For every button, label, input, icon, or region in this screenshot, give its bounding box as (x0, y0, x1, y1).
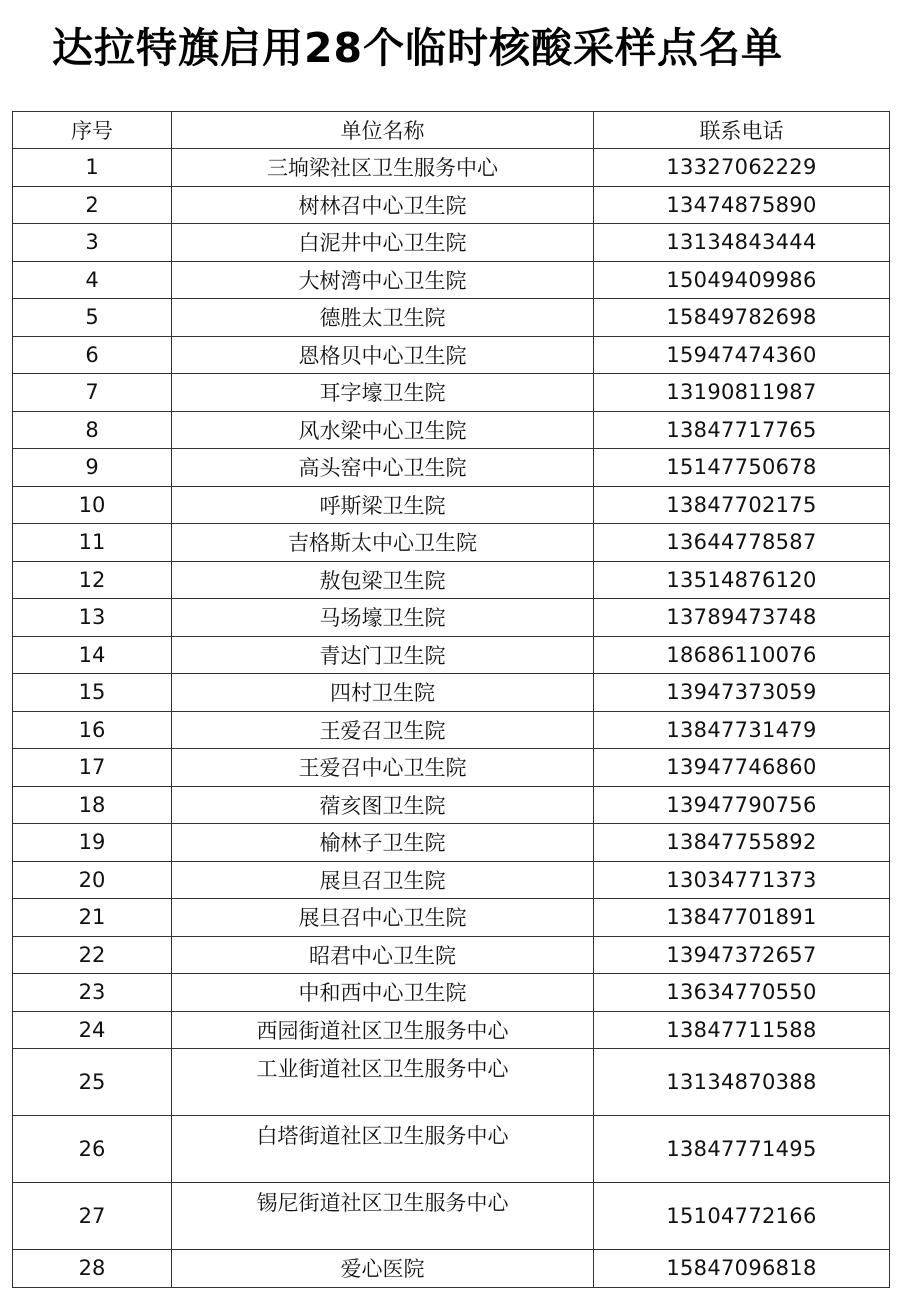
row-number: 19 (13, 824, 172, 862)
row-number: 7 (13, 374, 172, 412)
row-number: 15 (13, 674, 172, 712)
phone-number: 13474875890 (594, 186, 890, 224)
row-number: 28 (13, 1250, 172, 1288)
row-number: 24 (13, 1011, 172, 1049)
table-row (13, 336, 890, 374)
phone-number: 13847755892 (594, 824, 890, 862)
table-row (13, 261, 890, 299)
unit-name: 风水梁中心卫生院 (172, 411, 594, 449)
table-row (13, 786, 890, 824)
table-body (13, 149, 890, 1288)
unit-name: 王爱召中心卫生院 (172, 749, 594, 787)
row-number: 25 (13, 1049, 172, 1116)
row-number: 23 (13, 974, 172, 1012)
row-number: 18 (13, 786, 172, 824)
row-number: 6 (13, 336, 172, 374)
table-row (13, 674, 890, 712)
table-row (13, 1011, 890, 1049)
phone-number: 13947372657 (594, 936, 890, 974)
unit-name: 爱心医院 (172, 1250, 594, 1288)
table-row (13, 449, 890, 487)
row-number: 21 (13, 899, 172, 937)
phone-number: 13514876120 (594, 561, 890, 599)
header-unit-name: 单位名称 (172, 112, 594, 149)
row-number: 22 (13, 936, 172, 974)
unit-name: 白泥井中心卫生院 (172, 224, 594, 262)
header-phone: 联系电话 (594, 112, 890, 149)
phone-number: 13947373059 (594, 674, 890, 712)
unit-name: 三垧梁社区卫生服务中心 (172, 149, 594, 187)
unit-name: 大树湾中心卫生院 (172, 261, 594, 299)
table-row (13, 899, 890, 937)
row-number: 12 (13, 561, 172, 599)
phone-number: 15947474360 (594, 336, 890, 374)
phone-number: 18686110076 (594, 636, 890, 674)
unit-name: 锡尼街道社区卫生服务中心 (172, 1183, 594, 1250)
phone-number: 13644778587 (594, 524, 890, 562)
row-number: 26 (13, 1116, 172, 1183)
phone-number: 15849782698 (594, 299, 890, 337)
unit-name: 敖包梁卫生院 (172, 561, 594, 599)
row-number: 5 (13, 299, 172, 337)
phone-number: 13034771373 (594, 861, 890, 899)
unit-name: 树林召中心卫生院 (172, 186, 594, 224)
phone-number: 13847717765 (594, 411, 890, 449)
table-row (13, 599, 890, 637)
phone-number: 15147750678 (594, 449, 890, 487)
phone-number: 13634770550 (594, 974, 890, 1012)
table-row (13, 186, 890, 224)
row-number: 13 (13, 599, 172, 637)
phone-number: 13847702175 (594, 486, 890, 524)
unit-name: 西园街道社区卫生服务中心 (172, 1011, 594, 1049)
phone-number: 13789473748 (594, 599, 890, 637)
unit-name: 吉格斯太中心卫生院 (172, 524, 594, 562)
row-number: 11 (13, 524, 172, 562)
table-row (13, 636, 890, 674)
row-number: 27 (13, 1183, 172, 1250)
phone-number: 13327062229 (594, 149, 890, 187)
phone-number: 13947746860 (594, 749, 890, 787)
unit-name: 高头窑中心卫生院 (172, 449, 594, 487)
unit-name: 王爱召卫生院 (172, 711, 594, 749)
row-number: 9 (13, 449, 172, 487)
table-row (13, 824, 890, 862)
unit-name: 白塔街道社区卫生服务中心 (172, 1116, 594, 1183)
row-number: 3 (13, 224, 172, 262)
row-number: 8 (13, 411, 172, 449)
table-row (13, 374, 890, 412)
phone-number: 13847731479 (594, 711, 890, 749)
table-row (13, 974, 890, 1012)
unit-name: 耳字壕卫生院 (172, 374, 594, 412)
phone-number: 15049409986 (594, 261, 890, 299)
table-row (13, 299, 890, 337)
unit-name: 马场壕卫生院 (172, 599, 594, 637)
table-row (13, 1049, 890, 1116)
phone-number: 15847096818 (594, 1250, 890, 1288)
unit-name: 蓿亥图卫生院 (172, 786, 594, 824)
page-title: 达拉特旗启用28个临时核酸采样点名单 (52, 24, 784, 72)
table-header-row (13, 112, 890, 149)
table-row (13, 1183, 890, 1250)
table-row (13, 936, 890, 974)
phone-number: 13847701891 (594, 899, 890, 937)
unit-name: 榆林子卫生院 (172, 824, 594, 862)
sampling-sites-table (12, 111, 890, 1288)
row-number: 17 (13, 749, 172, 787)
row-number: 14 (13, 636, 172, 674)
row-number: 2 (13, 186, 172, 224)
table-row (13, 149, 890, 187)
phone-number: 13847771495 (594, 1116, 890, 1183)
table-row (13, 861, 890, 899)
unit-name: 昭君中心卫生院 (172, 936, 594, 974)
table-row (13, 1250, 890, 1288)
unit-name: 德胜太卫生院 (172, 299, 594, 337)
table-row (13, 749, 890, 787)
table-row (13, 524, 890, 562)
unit-name: 展旦召卫生院 (172, 861, 594, 899)
table-row (13, 1116, 890, 1183)
phone-number: 15104772166 (594, 1183, 890, 1250)
phone-number: 13847711588 (594, 1011, 890, 1049)
table-row (13, 561, 890, 599)
table-row (13, 486, 890, 524)
phone-number: 13134870388 (594, 1049, 890, 1116)
row-number: 16 (13, 711, 172, 749)
row-number: 10 (13, 486, 172, 524)
unit-name: 展旦召中心卫生院 (172, 899, 594, 937)
table-row (13, 711, 890, 749)
header-number: 序号 (13, 112, 172, 149)
phone-number: 13947790756 (594, 786, 890, 824)
phone-number: 13190811987 (594, 374, 890, 412)
unit-name: 青达门卫生院 (172, 636, 594, 674)
table-row (13, 411, 890, 449)
table-row (13, 224, 890, 262)
row-number: 20 (13, 861, 172, 899)
unit-name: 中和西中心卫生院 (172, 974, 594, 1012)
unit-name: 四村卫生院 (172, 674, 594, 712)
unit-name: 呼斯梁卫生院 (172, 486, 594, 524)
unit-name: 恩格贝中心卫生院 (172, 336, 594, 374)
phone-number: 13134843444 (594, 224, 890, 262)
unit-name: 工业街道社区卫生服务中心 (172, 1049, 594, 1116)
row-number: 4 (13, 261, 172, 299)
row-number: 1 (13, 149, 172, 187)
